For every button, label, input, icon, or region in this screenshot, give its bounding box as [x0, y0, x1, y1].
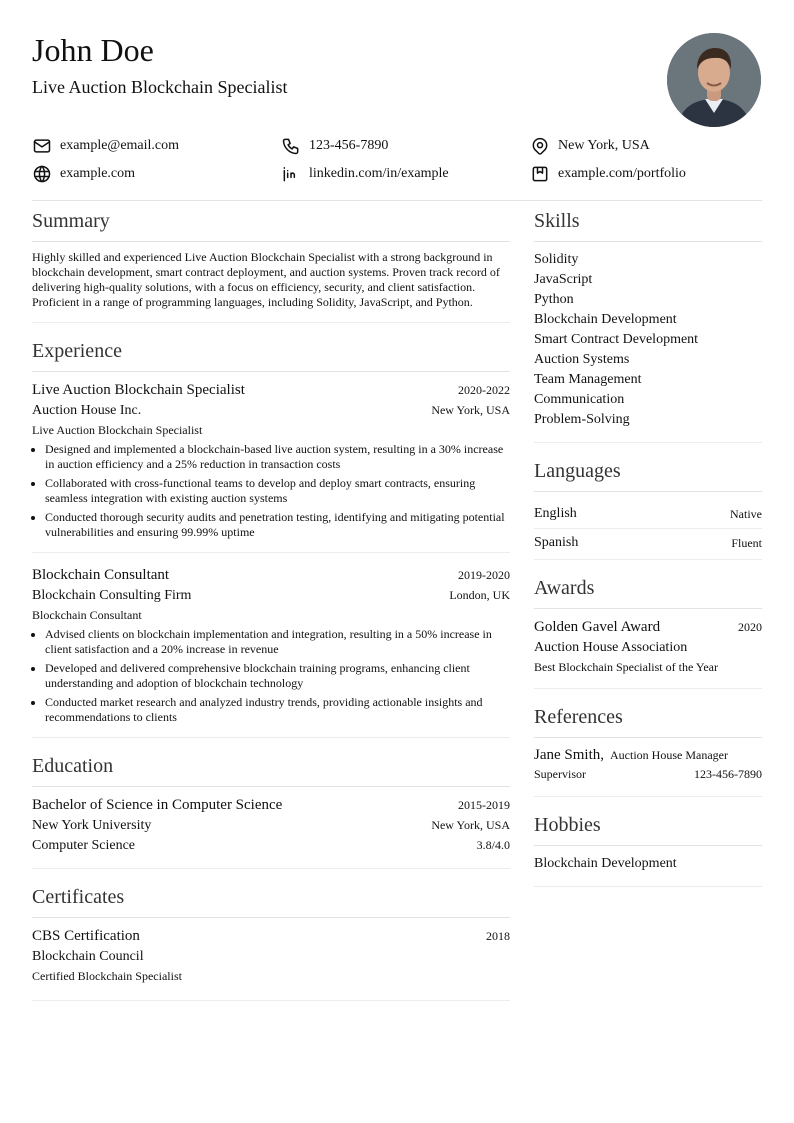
award-year: 2020 — [738, 620, 762, 634]
job-company: Blockchain Consulting Firm — [32, 588, 192, 603]
education-heading: Education — [32, 752, 510, 787]
candidate-title: Live Auction Blockchain Specialist — [32, 77, 288, 97]
education-dates: 2015-2019 — [458, 798, 510, 812]
language-row — [534, 500, 762, 528]
experience-heading: Experience — [32, 337, 510, 372]
left-column — [32, 207, 510, 1015]
location-text: New York, USA — [558, 138, 650, 153]
job-company: Auction House Inc. — [32, 403, 142, 418]
certificate-name: CBS Certification — [32, 928, 140, 944]
certificate-issuer: Blockchain Council — [32, 949, 144, 964]
skill-item: Auction Systems — [534, 352, 630, 367]
linkedin-icon — [281, 164, 301, 184]
certificates-heading: Certificates — [32, 883, 510, 918]
summary-heading: Summary — [32, 207, 510, 242]
phone-text: 123-456-7890 — [309, 138, 389, 153]
globe-icon — [32, 164, 52, 184]
skills-section — [534, 207, 762, 443]
language-level: Native — [730, 506, 762, 521]
job-location: London, UK — [449, 588, 510, 602]
skill-item: Solidity — [534, 252, 579, 267]
education-section — [32, 752, 510, 869]
summary-text: Highly skilled and experienced Live Auction Blockchain Specialist with a strong background in blockchain development, smart contract deployment, and auction systems. Proven track record of delivering high-quality solutions, with a focus on efficiency, security, and client satisfaction. Proficient in a range of programming languages, including Solidity, JavaScript, and Python. — [32, 250, 500, 309]
award-title: Golden Gavel Award — [534, 619, 661, 635]
summary-section — [32, 207, 510, 323]
skill-item: Smart Contract Development — [534, 332, 699, 347]
job-bullet: • Conducted thorough security audits and penetration testing, identifying and mitigating potential vulnerabilities and ensuring 99.99% uptime — [45, 510, 510, 540]
email-text: example@email.com — [60, 138, 180, 153]
bookmark-icon — [530, 164, 550, 184]
education-gpa: 3.8/4.0 — [476, 838, 510, 852]
phone-icon — [281, 136, 301, 156]
education-location: New York, USA — [431, 818, 510, 832]
languages-heading: Languages — [534, 457, 762, 492]
linkedin-text: linkedin.com/in/example — [309, 166, 449, 181]
reference-name: Jane Smith, — [534, 747, 604, 763]
job-bullets — [32, 627, 510, 725]
experience-item — [32, 552, 510, 725]
map-pin-icon — [530, 136, 550, 156]
job-role: Blockchain Consultant — [32, 608, 142, 622]
job-title: Live Auction Blockchain Specialist — [32, 382, 245, 398]
right-column — [534, 207, 762, 901]
certificates-section — [32, 883, 510, 1001]
language-name: English — [534, 506, 577, 521]
certificate-description: Certified Blockchain Specialist — [32, 969, 182, 983]
job-bullet: • Designed and implemented a blockchain-based live auction system, resulting in a 30% increase in auction efficiency and a 25% reduction in transaction costs — [45, 442, 510, 472]
job-bullet: • Collaborated with cross-functional teams to develop and deploy smart contracts, ensuring seamless integration with existing auction systems — [45, 476, 510, 506]
experience-item — [32, 380, 510, 540]
skill-item: Communication — [534, 392, 625, 407]
award-org: Auction House Association — [534, 640, 688, 655]
contact-website[interactable] — [32, 162, 135, 186]
portfolio-text: example.com/portfolio — [558, 166, 686, 181]
job-dates: 2020-2022 — [458, 383, 510, 397]
mail-icon — [32, 136, 52, 156]
languages-section — [534, 457, 762, 560]
certificate-year: 2018 — [486, 929, 510, 943]
education-school: New York University — [32, 818, 152, 833]
contact-location — [530, 134, 650, 158]
hobby-item: Blockchain Development — [534, 856, 677, 871]
job-bullet: • Conducted market research and analyzed industry trends, providing actionable insights and recommendations to clients — [45, 695, 510, 725]
references-heading: References — [534, 703, 762, 738]
reference-relation: Supervisor — [534, 767, 586, 781]
awards-heading: Awards — [534, 574, 762, 609]
skills-heading: Skills — [534, 207, 762, 242]
contact-linkedin[interactable] — [281, 162, 449, 186]
candidate-name: John Doe — [32, 32, 154, 68]
hobbies-section — [534, 811, 762, 887]
education-field: Computer Science — [32, 838, 136, 853]
experience-section — [32, 337, 510, 738]
contact-email[interactable] — [32, 134, 179, 158]
award-description: Best Blockchain Specialist of the Year — [534, 660, 718, 674]
references-section — [534, 703, 762, 797]
job-title: Blockchain Consultant — [32, 567, 170, 583]
language-level: Fluent — [731, 535, 762, 550]
contact-portfolio[interactable] — [530, 162, 686, 186]
skill-item: Python — [534, 292, 574, 307]
skill-item: Blockchain Development — [534, 312, 677, 327]
job-bullets — [32, 442, 510, 540]
job-dates: 2019-2020 — [458, 568, 510, 582]
awards-section — [534, 574, 762, 689]
job-role: Live Auction Blockchain Specialist — [32, 423, 203, 437]
job-location: New York, USA — [431, 403, 510, 417]
reference-role: Auction House Manager — [610, 748, 728, 762]
skill-item: Team Management — [534, 372, 642, 387]
skill-item: Problem-Solving — [534, 412, 630, 427]
language-row — [534, 528, 762, 557]
reference-phone: 123-456-7890 — [694, 767, 762, 781]
header-divider — [32, 200, 762, 201]
contact-phone[interactable] — [281, 134, 388, 158]
education-degree: Bachelor of Science in Computer Science — [32, 797, 283, 813]
website-text: example.com — [60, 166, 136, 181]
skill-item: JavaScript — [534, 272, 593, 287]
language-name: Spanish — [534, 535, 579, 550]
job-bullet: • Advised clients on blockchain implementation and integration, resulting in a 50% increase in client satisfaction and a 20% increase in revenue — [45, 627, 510, 657]
avatar — [667, 33, 761, 127]
job-bullet: • Developed and delivered comprehensive blockchain training programs, enhancing client understanding and adoption of blockchain technology — [45, 661, 510, 691]
hobbies-heading: Hobbies — [534, 811, 762, 846]
